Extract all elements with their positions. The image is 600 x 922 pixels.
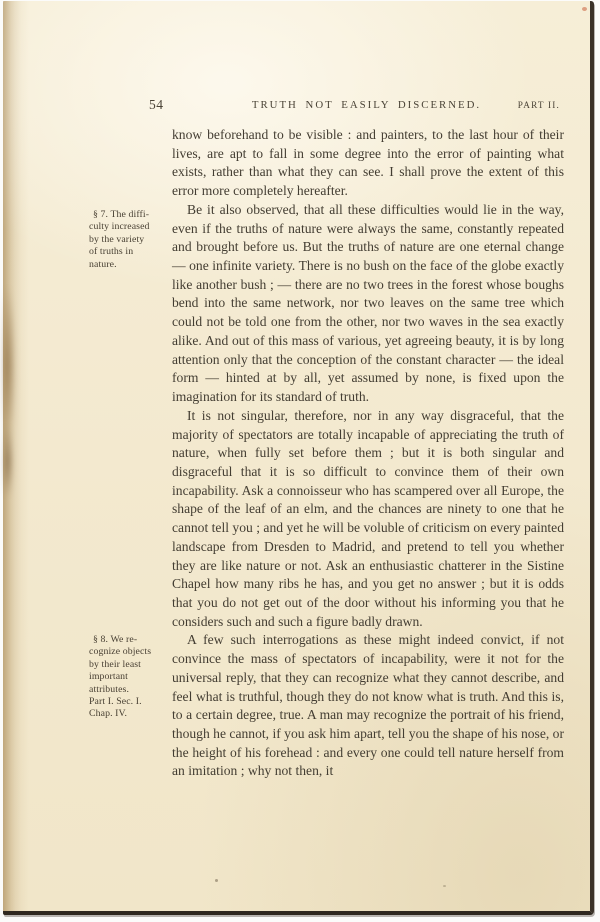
margin-note-line: Chap. IV. bbox=[89, 708, 128, 720]
margin-note-line: attributes. bbox=[89, 683, 130, 695]
body-text-block bbox=[172, 126, 564, 781]
margin-note-line: of truths in bbox=[89, 246, 134, 258]
margin-note-line: by the variety bbox=[89, 233, 145, 245]
margin-note-line: important bbox=[89, 671, 128, 683]
margin-note-line: nature. bbox=[89, 258, 117, 270]
paragraph: It is not singular, therefore, nor in any way disgraceful, that the majority of spectators are totally incapable of appreciating the truth of nature, when fully set before them ; but it is both singular and disgraceful that it is so difficult to convince them of their own incapability. Ask a connoisseur who has scampered over all Europe, the shape of the leaf of an elm, and the chances are ninety to one that he cannot tell you ; and yet he will be voluble of criticism on every painted landscape from Dresden to Madrid, and pretend to tell you whether they are like nature or not. Ask an enthusiastic chatterer in the Sistine Chapel how many ribs he has, and you get no answer ; but it is odds that you do not get out of the door without his informing you that he considers such and such a figure badly drawn. bbox=[172, 407, 564, 629]
paragraph-section-8: A few such interrogations as these might indeed convict, if not convince the mass of spectators of incapability, were it not for the universal reply, that they can recognize what they cannot describe, and feel what is truthful, though they do not know what is truth. And this is, to a certain degree, true. A man may recognize the portrait of his friend, though he cannot, if you ask him apart, tell you the shape of his nose, or the height of his forehead : and every one could tell nature herself from an imitation ; why not then, it bbox=[172, 632, 564, 779]
book-page bbox=[3, 1, 594, 915]
page-gutter-shadow bbox=[3, 1, 21, 911]
gutter-smudge bbox=[4, 426, 13, 496]
margin-note-section-8 bbox=[89, 634, 173, 721]
margin-note-line: cognize objects bbox=[89, 646, 152, 658]
gutter-smudge bbox=[3, 286, 16, 446]
paragraph-continuation: know beforehand to be visible : and painters, to the last hour of their lives, are apt to fall in some degree into the error of painting what exists, rather than what they can see. I shall prove the extent of this error more completely hereafter. bbox=[172, 127, 564, 199]
paper-speck bbox=[443, 885, 446, 887]
page-header bbox=[3, 97, 590, 115]
margin-note-line: culty increased bbox=[89, 221, 150, 233]
part-label: PART II. bbox=[517, 100, 560, 110]
margin-note-line: Part I. Sec. I. bbox=[89, 696, 142, 708]
margin-note-line: by their least bbox=[89, 658, 142, 670]
page-number: 54 bbox=[149, 97, 164, 112]
paragraph-section-7: Be it also observed, that all these difficulties would lie in the way, even if the truths of nature were always the same, constantly repeated and brought before us. But the truths of nature are one eternal change — one infinite variety. There is no bush on the face of the globe exactly like another bush ; — there are no two trees in the forest whose boughs bend into the same network, nor two leaves on the same tree which could not be told one from the other, nor two waves in the sea exactly alike. And out of this mass of various, yet agreeing beauty, it is by long attention only that the conception of the constant character — the ideal form — hinted at by all, yet assumed by none, is fixed upon the imagination for its standard of truth. bbox=[172, 201, 564, 405]
margin-note-section-7 bbox=[89, 209, 173, 271]
margin-note-line: § 8. We re- bbox=[93, 634, 138, 645]
running-title: TRUTH NOT EASILY DISCERNED. bbox=[251, 99, 482, 111]
paper-speck bbox=[582, 7, 587, 11]
paper-speck bbox=[215, 879, 218, 882]
margin-note-line: § 7. The diffi- bbox=[93, 209, 150, 220]
